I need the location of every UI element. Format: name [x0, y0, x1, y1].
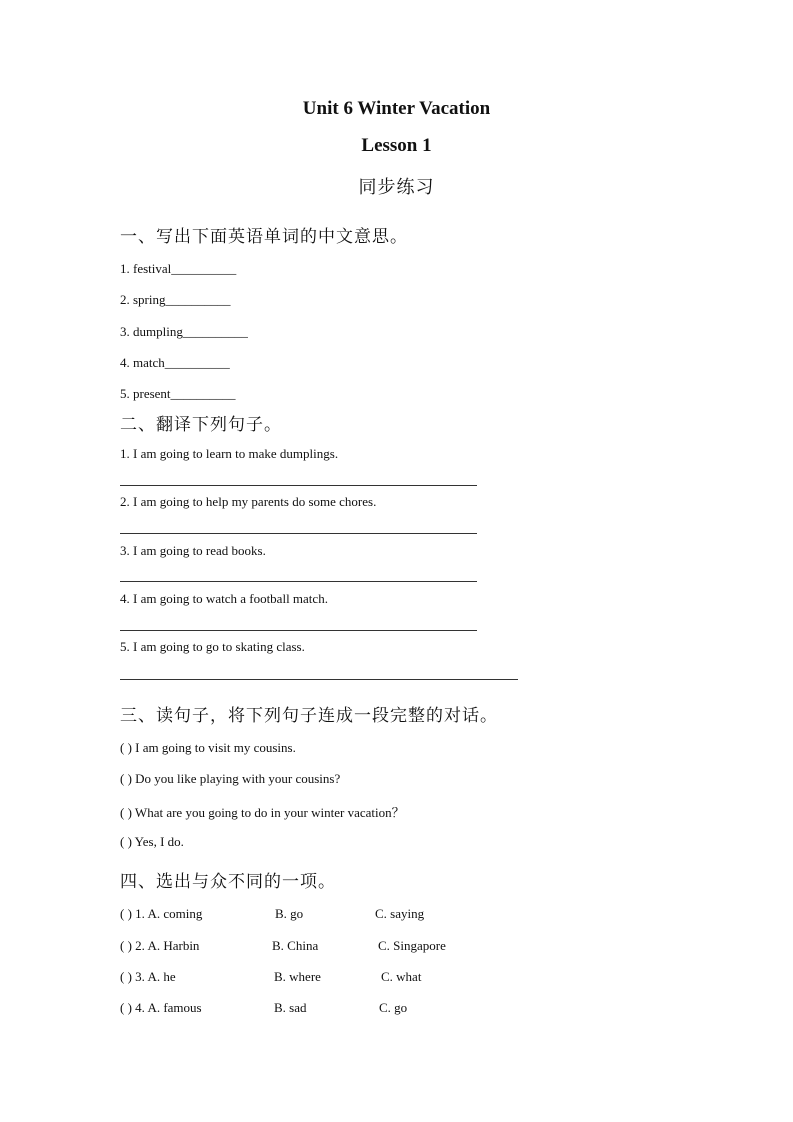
option-b: B. go	[275, 906, 304, 921]
section3-item-1: ( ) I am going to visit my cousins.	[120, 740, 296, 755]
answer-line-5	[120, 679, 518, 680]
section4-heading: 四、选出与众不同的一项。	[120, 872, 336, 892]
answer-line-3	[120, 581, 477, 582]
section2-item-4: 4. I am going to watch a football match.	[120, 591, 328, 606]
answer-line-4	[120, 630, 477, 631]
section2-item-5: 5. I am going to go to skating class.	[120, 639, 305, 654]
section3-item-3: ( ) What are you going to do in your winter vacation？	[120, 805, 405, 820]
section1-item-5: 5. present__________	[120, 386, 236, 401]
option-c: C. what	[381, 969, 422, 984]
section3-item-2: ( ) Do you like playing with your cousins?	[120, 771, 341, 786]
section2-item-1: 1. I am going to learn to make dumplings.	[120, 446, 339, 461]
option-a: ( ) 3. A. he	[120, 969, 176, 984]
section2-heading: 二、翻译下列句子。	[120, 415, 282, 435]
answer-line-2	[120, 533, 477, 534]
option-c: C. saying	[375, 906, 425, 921]
page-subtitle: 同步练习	[358, 177, 435, 198]
option-c: C. Singapore	[378, 938, 446, 953]
page-title: Unit 6 Winter Vacation	[302, 98, 491, 119]
option-b: B. China	[272, 938, 319, 953]
section1-item-3: 3. dumpling__________	[120, 324, 248, 339]
section1-heading: 一、写出下面英语单词的中文意思。	[120, 227, 408, 247]
option-a: ( ) 4. A. famous	[120, 1000, 202, 1015]
option-a: ( ) 2. A. Harbin	[120, 938, 200, 953]
answer-line-1	[120, 485, 477, 486]
option-b: B. where	[274, 969, 321, 984]
section3-heading: 三、读句子，将下列句子连成一段完整的对话。	[120, 706, 498, 726]
section1-item-1: 1. festival__________	[120, 261, 237, 276]
section2-item-3: 3. I am going to read books.	[120, 543, 266, 558]
section3-item-4: ( ) Yes, I do.	[120, 834, 184, 849]
section1-item-4: 4. match__________	[120, 355, 230, 370]
section2-item-2: 2. I am going to help my parents do some chores.	[120, 494, 377, 509]
lesson-title: Lesson 1	[361, 135, 432, 156]
section1-item-2: 2. spring__________	[120, 292, 231, 307]
option-c: C. go	[379, 1000, 408, 1015]
option-b: B. sad	[274, 1000, 307, 1015]
option-a: ( ) 1. A. coming	[120, 906, 203, 921]
